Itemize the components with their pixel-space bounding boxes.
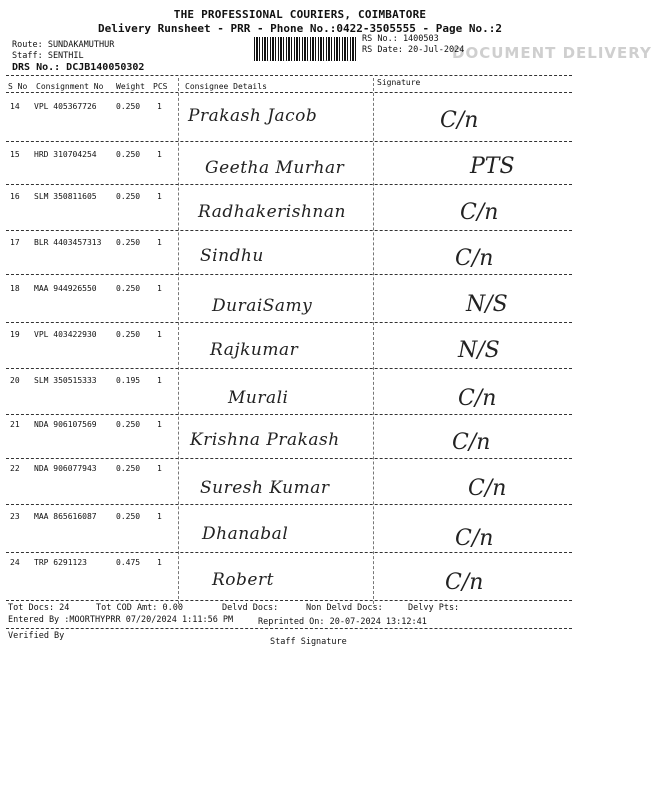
- row-signature-handwriting: N/S: [466, 292, 508, 317]
- row-consignee-handwriting: Suresh Kumar: [200, 478, 330, 498]
- row-rule: [6, 230, 572, 231]
- row-weight: 0.250: [116, 284, 141, 293]
- row-signature-handwriting: PTS: [470, 154, 515, 179]
- row-sno: 17: [10, 238, 20, 247]
- table-row: [0, 188, 600, 240]
- row-pcs: 1: [157, 102, 162, 111]
- col-pcs: PCS: [153, 82, 168, 91]
- row-signature-handwriting: C/n: [455, 246, 494, 271]
- row-consignment: HRD 310704254: [34, 150, 97, 159]
- drs-number: DRS No.: DCJB140050302: [12, 62, 145, 73]
- row-consignee-handwriting: DuraiSamy: [212, 296, 313, 316]
- table-row: [0, 370, 600, 422]
- row-pcs: 1: [157, 376, 162, 385]
- row-sno: 14: [10, 102, 20, 111]
- table-row: [0, 324, 600, 376]
- table-row: [0, 278, 600, 330]
- col-consignment: Consignment No: [36, 82, 104, 91]
- reprinted-on: Reprinted On: 20-07-2024 13:12:41: [258, 617, 427, 627]
- row-weight: 0.250: [116, 150, 141, 159]
- row-sno: 21: [10, 420, 20, 429]
- row-rule: [6, 274, 572, 275]
- row-consignment: MAA 944926550: [34, 284, 97, 293]
- row-weight: 0.250: [116, 464, 141, 473]
- row-consignee-handwriting: Dhanabal: [202, 524, 289, 544]
- total-docs: Tot Docs: 24: [8, 603, 70, 613]
- table-row: [0, 506, 600, 558]
- company-title: THE PROFESSIONAL COURIERS, COIMBATORE: [173, 8, 427, 21]
- row-weight: 0.250: [116, 102, 141, 111]
- row-consignee-handwriting: Geetha Murhar: [205, 158, 345, 178]
- row-consignment: TRP 6291123: [34, 558, 87, 567]
- row-sno: 16: [10, 192, 20, 201]
- row-consignment: BLR 4403457313: [34, 238, 102, 247]
- row-consignee-handwriting: Murali: [228, 388, 289, 408]
- row-consignee-handwriting: Robert: [212, 570, 274, 590]
- table-row: [0, 96, 600, 148]
- verified-by: Verified By: [8, 631, 65, 641]
- row-signature-handwriting: N/S: [458, 338, 500, 363]
- staff-label: Staff: SENTHIL: [12, 51, 84, 61]
- row-signature-handwriting: C/n: [452, 430, 491, 455]
- table-top-rule: [6, 75, 572, 76]
- row-consignee-handwriting: Sindhu: [200, 246, 264, 266]
- row-consignment: SLM 350811605: [34, 192, 97, 201]
- row-rule: [6, 414, 572, 415]
- row-pcs: 1: [157, 464, 162, 473]
- footer-bottom-rule: [6, 628, 572, 629]
- row-weight: 0.475: [116, 558, 141, 567]
- row-signature-handwriting: C/n: [468, 476, 507, 501]
- row-sno: 18: [10, 284, 20, 293]
- row-consignment: NDA 906107569: [34, 420, 97, 429]
- row-pcs: 1: [157, 192, 162, 201]
- row-consignee-handwriting: Radhakerishnan: [198, 202, 346, 222]
- row-weight: 0.250: [116, 420, 141, 429]
- row-signature-handwriting: C/n: [455, 526, 494, 551]
- row-rule: [6, 322, 572, 323]
- row-signature-handwriting: C/n: [460, 200, 499, 225]
- runsheet-subtitle: Delivery Runsheet - PRR - Phone No.:0422-3505555 - Page No.:2: [98, 22, 502, 35]
- document-delivery-watermark: DOCUMENT DELIVERY: [452, 44, 652, 62]
- row-consignee-handwriting: Prakash Jacob: [188, 106, 318, 126]
- row-pcs: 1: [157, 330, 162, 339]
- row-rule: [6, 552, 572, 553]
- row-signature-handwriting: C/n: [440, 108, 479, 133]
- row-consignment: VPL 405367726: [34, 102, 97, 111]
- col-weight: Weight: [116, 82, 145, 91]
- barcode: [254, 37, 358, 61]
- footer-rule: [6, 600, 572, 601]
- row-sno: 19: [10, 330, 20, 339]
- table-row: [0, 460, 600, 512]
- row-rule: [6, 184, 572, 185]
- delivered-docs: Delvd Docs:: [222, 603, 279, 613]
- row-rule: [6, 368, 572, 369]
- delivery-points: Delvy Pts:: [408, 603, 460, 613]
- rs-number: RS No.: 1400503: [362, 34, 439, 44]
- table-row: [0, 554, 600, 606]
- row-pcs: 1: [157, 558, 162, 567]
- row-consignment: MAA 865616087: [34, 512, 97, 521]
- row-pcs: 1: [157, 512, 162, 521]
- col-signature: Signature: [377, 78, 421, 87]
- staff-signature-label: Staff Signature: [270, 637, 347, 647]
- route-label: Route: SUNDAKAMUTHUR: [12, 40, 115, 50]
- row-rule: [6, 141, 572, 142]
- row-weight: 0.250: [116, 330, 141, 339]
- rs-date: RS Date: 20-Jul-2024: [362, 45, 465, 55]
- row-weight: 0.250: [116, 192, 141, 201]
- total-cod-amount: Tot COD Amt: 0.00: [96, 603, 183, 613]
- row-sno: 20: [10, 376, 20, 385]
- row-consignee-handwriting: Krishna Prakash: [190, 430, 340, 450]
- row-pcs: 1: [157, 284, 162, 293]
- col-consignee: Consignee Details: [185, 82, 267, 91]
- row-sno: 24: [10, 558, 20, 567]
- row-weight: 0.250: [116, 512, 141, 521]
- row-pcs: 1: [157, 420, 162, 429]
- non-delivered-docs: Non Delvd Docs:: [306, 603, 383, 613]
- row-signature-handwriting: C/n: [458, 386, 497, 411]
- row-consignment: SLM 350515333: [34, 376, 97, 385]
- col-sno: S No: [8, 82, 28, 91]
- row-signature-handwriting: C/n: [445, 570, 484, 595]
- row-consignee-handwriting: Rajkumar: [210, 340, 299, 360]
- row-pcs: 1: [157, 150, 162, 159]
- row-consignment: VPL 403422930: [34, 330, 97, 339]
- row-consignment: NDA 906077943: [34, 464, 97, 473]
- row-rule: [6, 458, 572, 459]
- table-header-rule: [6, 92, 572, 93]
- row-sno: 22: [10, 464, 20, 473]
- row-weight: 0.195: [116, 376, 141, 385]
- row-weight: 0.250: [116, 238, 141, 247]
- row-sno: 23: [10, 512, 20, 521]
- entered-by: Entered By :MOORTHYPRR 07/20/2024 1:11:56 PM: [8, 615, 234, 625]
- row-pcs: 1: [157, 238, 162, 247]
- row-rule: [6, 504, 572, 505]
- row-sno: 15: [10, 150, 20, 159]
